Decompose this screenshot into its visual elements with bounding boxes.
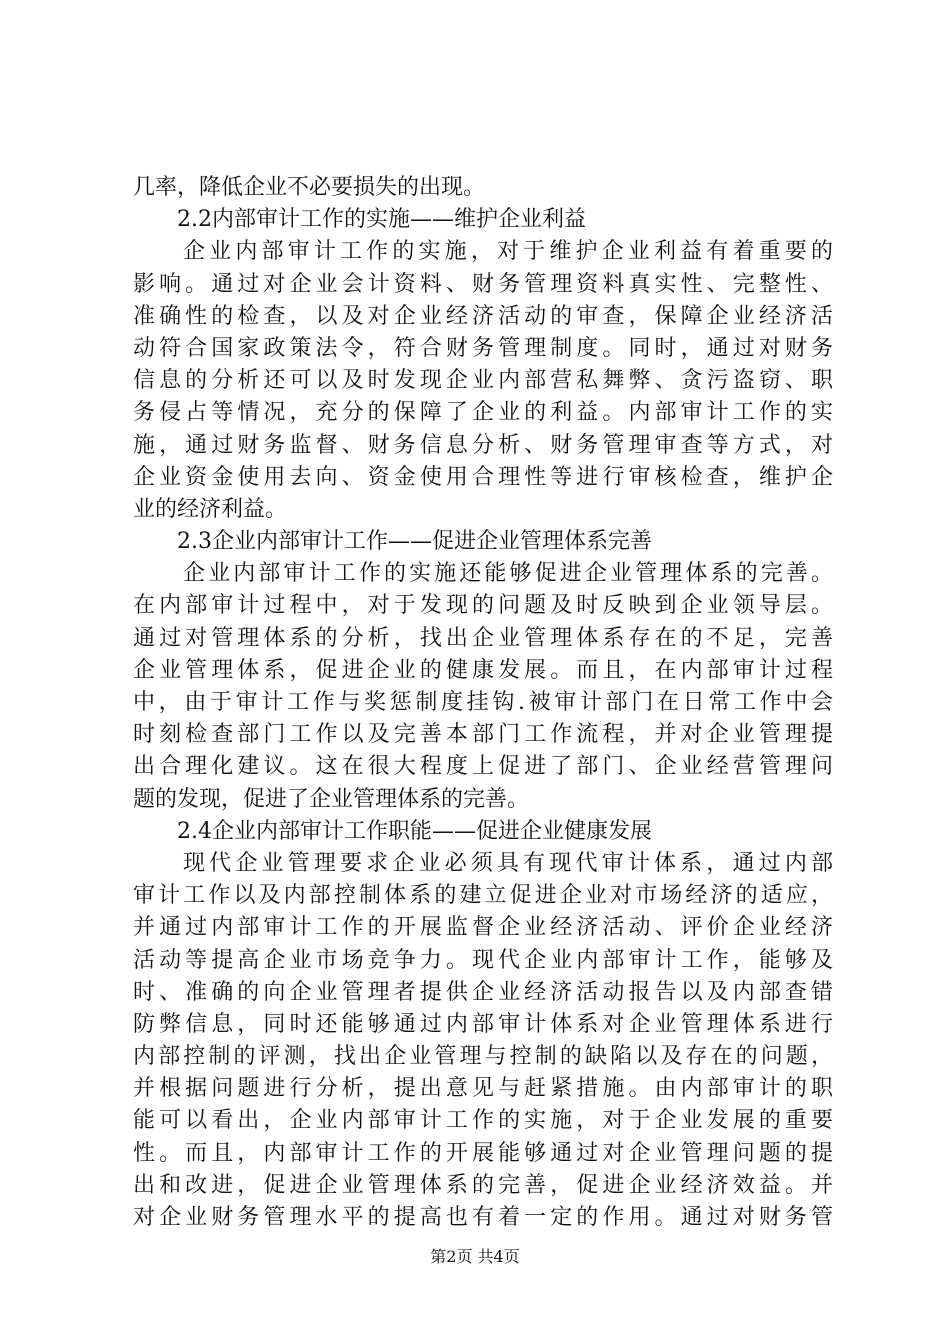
paragraph-line: 企业资金使用去向、资金使用合理性等进行审核检查，维护企 xyxy=(133,464,833,490)
paragraph-line: 并根据问题进行分析，提出意见与赶紧措施。由内部审计的职 xyxy=(133,1076,833,1102)
paragraph-line: 企业管理体系，促进企业的健康发展。而且，在内部审计过程 xyxy=(133,657,833,683)
paragraph-line: 防弊信息，同时还能够通过内部审计体系对企业管理体系进行 xyxy=(133,1011,833,1037)
paragraph-line: 务侵占等情况，充分的保障了企业的利益。内部审计工作的实 xyxy=(133,400,833,426)
paragraph-line: 施，通过财务监督、财务信息分析、财务管理审查等方式，对 xyxy=(133,432,833,458)
paragraph-line: 出合理化建议。这在很大程度上促进了部门、企业经营管理问 xyxy=(133,754,833,780)
paragraph-line: 影响。通过对企业会计资料、财务管理资料真实性、完整性、 xyxy=(133,271,833,297)
paragraph-line: 准确性的检查，以及对企业经济活动的审查，保障企业经济活 xyxy=(133,303,833,329)
paragraph-line: 并通过内部审计工作的开展监督企业经济活动、评价企业经济 xyxy=(133,915,833,941)
document-body xyxy=(133,172,833,1234)
paragraph-line: 在内部审计过程中，对于发现的问题及时反映到企业领导层。 xyxy=(133,593,833,619)
paragraph-line: 企业内部审计工作的实施，对于维护企业利益有着重要的 xyxy=(183,239,833,265)
paragraph-line: 审计工作以及内部控制体系的建立促进企业对市场经济的适应， xyxy=(133,883,833,909)
paragraph-line: 企业内部审计工作的实施还能够促进企业管理体系的完善。 xyxy=(183,561,833,587)
paragraph-line: 现代企业管理要求企业必须具有现代审计体系，通过内部 xyxy=(183,850,833,876)
paragraph-line: 业的经济利益。 xyxy=(133,496,288,522)
paragraph-line: 时、准确的向企业管理者提供企业经济活动报告以及内部查错 xyxy=(133,979,833,1005)
paragraph-line: 内部控制的评测，找出企业管理与控制的缺陷以及存在的问题， xyxy=(133,1044,833,1070)
paragraph-line: 信息的分析还可以及时发现企业内部营私舞弊、贪污盗窃、职 xyxy=(133,368,833,394)
paragraph-line: 性。而且，内部审计工作的开展能够通过对企业管理问题的提 xyxy=(133,1140,833,1166)
paragraph-line: 动符合国家政策法令，符合财务管理制度。同时，通过对财务 xyxy=(133,335,833,361)
paragraph-line: 能可以看出，企业内部审计工作的实施，对于企业发展的重要 xyxy=(133,1108,833,1134)
section-heading: 2.3企业内部审计工作——促进企业管理体系完善 xyxy=(177,529,652,555)
paragraph-line: 对企业财务管理水平的提高也有着一定的作用。通过对财务管 xyxy=(133,1205,833,1230)
paragraph-line: 活动等提高企业市场竞争力。现代企业内部审计工作，能够及 xyxy=(133,947,833,973)
paragraph-line: 题的发现，促进了企业管理体系的完善。 xyxy=(133,786,530,812)
paragraph-line: 通过对管理体系的分析，找出企业管理体系存在的不足，完善 xyxy=(133,625,833,651)
paragraph-line: 出和改进，促进企业管理体系的完善，促进企业经济效益。并 xyxy=(133,1172,833,1198)
paragraph-line: 几率，降低企业不必要损失的出现。 xyxy=(133,175,486,200)
section-heading: 2.4企业内部审计工作职能——促进企业健康发展 xyxy=(177,818,652,844)
page-number-footer: 第2页 共4页 xyxy=(430,1247,520,1266)
paragraph-line: 中，由于审计工作与奖惩制度挂钩.被审计部门在日常工作中会 xyxy=(133,690,833,715)
section-heading: 2.2内部审计工作的实施——维护企业利益 xyxy=(177,207,586,233)
paragraph-line: 时刻检查部门工作以及完善本部门工作流程，并对企业管理提 xyxy=(133,722,833,748)
